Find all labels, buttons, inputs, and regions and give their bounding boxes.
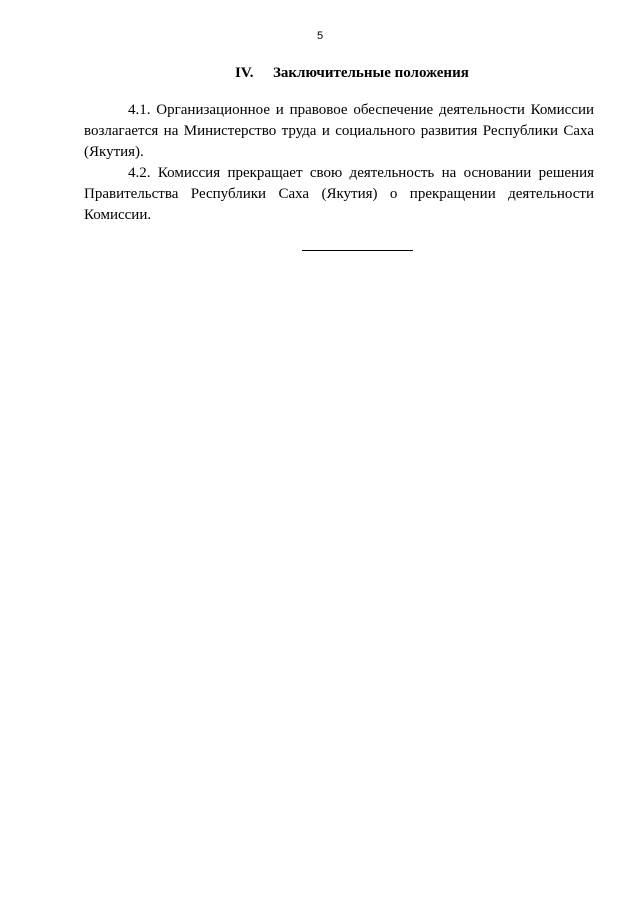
end-of-document-rule [302, 250, 413, 251]
section-numeral: IV. [235, 65, 254, 81]
page-number: 5 [316, 30, 324, 42]
section-title: Заключительные положения [273, 65, 469, 81]
document-body [84, 100, 594, 226]
paragraph-4-2: 4.2. Комиссия прекращает свою деятельность на основании решения Правительства Республики Саха (Якутия) о прекращении деятельности Комиссии. [84, 165, 594, 223]
paragraph-4-1: 4.1. Организационное и правовое обеспечение деятельности Комиссии возлагается на Министерство труда и социального развития Республики Саха (Якутия). [84, 102, 594, 160]
section-heading [235, 64, 469, 82]
